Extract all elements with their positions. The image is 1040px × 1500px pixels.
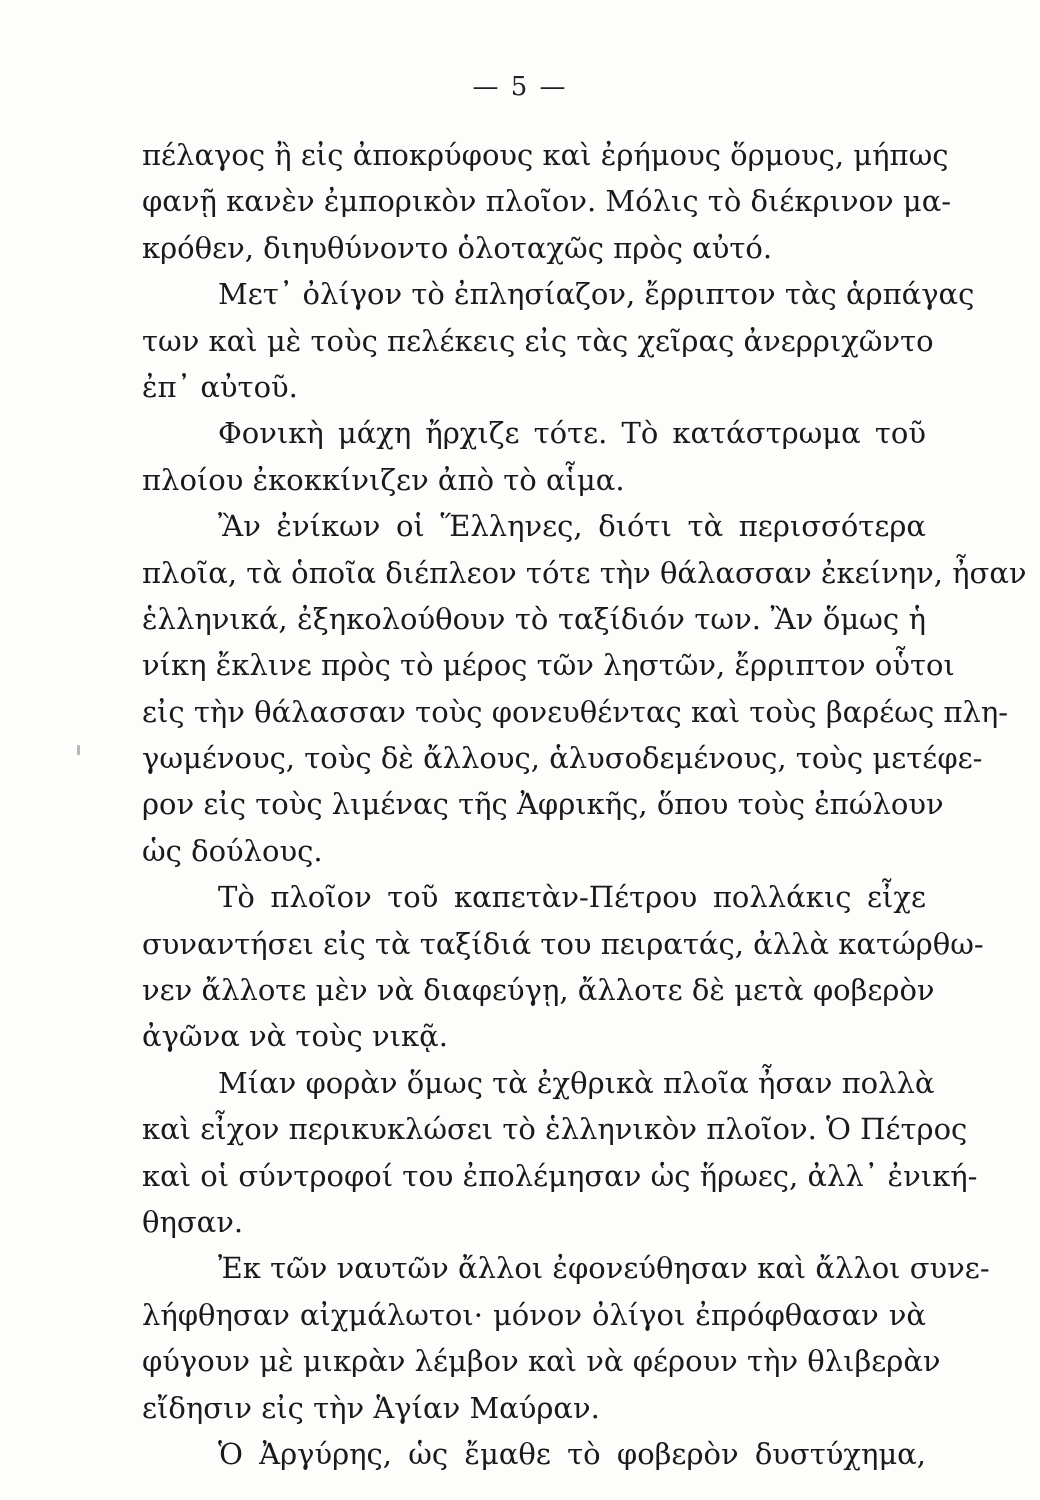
text-line: Μίαν φορὰν ὅμως τὰ ἐχθρικὰ πλοῖα ἦσαν πολλὰ	[218, 1065, 935, 1100]
text-line: νεν ἄλλοτε μὲν νὰ διαφεύγῃ, ἄλλοτε δὲ μετὰ φοβερὸν	[142, 973, 935, 1008]
text-line: καὶ εἶχον περικυκλώσει τὸ ἑλληνικὸν πλοῖον. Ὁ Πέτρος	[142, 1112, 968, 1147]
text-line: καὶ οἱ σύντροφοί του ἐπολέμησαν ὡς ἥρωες, ἀλλ᾽ ἐνική-	[142, 1158, 978, 1193]
text-line: ἐπ᾽ αὐτοῦ.	[142, 369, 298, 404]
text-line: ὡς δούλους.	[142, 833, 323, 868]
text-line: Ὁ Ἀργύρης, ὡς ἔμαθε τὸ φοβερὸν δυστύχημα,	[218, 1436, 926, 1471]
body-text	[142, 132, 1027, 1477]
text-line: πέλαγος ἢ εἰς ἀποκρύφους καὶ ἐρήμους ὅρμους, μήπως	[142, 138, 949, 172]
text-line: ἑλληνικά, ἐξηκολούθουν τὸ ταξίδιόν των. Ἂν ὅμως ἡ	[142, 601, 926, 636]
text-line: Μετ᾽ ὀλίγον τὸ ἐπλησίαζον, ἔρριπτον τὰς ἁρπάγας	[218, 277, 975, 312]
text-line: κρόθεν, διηυθύνοντο ὁλοταχῶς πρὸς αὐτό.	[142, 230, 773, 265]
text-line: Τὸ πλοῖον τοῦ καπετὰν-Πέτρου πολλάκις εἶχε	[218, 880, 926, 915]
text-line: Φονικὴ μάχη ἤρχιζε τότε. Τὸ κατάστρωμα τοῦ	[218, 416, 926, 451]
text-line: πλοῖα, τὰ ὁποῖα διέπλεον τότε τὴν θάλασσαν ἐκείνην, ἦσαν	[142, 555, 1027, 590]
text-line: εἰς τὴν θάλασσαν τοὺς φονευθέντας καὶ τοὺς βαρέως πλη-	[142, 694, 1009, 729]
text-line: συναντήσει εἰς τὰ ταξίδιά του πειρατάς, ἀλλὰ κατώρθω-	[142, 926, 984, 961]
page-number: — 5 —	[472, 72, 568, 102]
text-line: Ἂν ἐνίκων οἱ Ἕλληνες, διότι τὰ περισσότερα	[218, 509, 926, 544]
text-line: πλοίου ἐκοκκίνιζεν ἀπὸ τὸ αἷμα.	[142, 462, 625, 497]
text-line: ρον εἰς τοὺς λιμένας τῆς Ἀφρικῆς, ὅπου τοὺς ἐπώλουν	[142, 787, 944, 822]
paper-speck	[77, 745, 80, 755]
text-line: των καὶ μὲ τοὺς πελέκεις εἰς τὰς χεῖρας ἀνερριχῶντο	[142, 323, 934, 358]
text-line: Ἐκ τῶν ναυτῶν ἄλλοι ἐφονεύθησαν καὶ ἄλλοι συνε-	[218, 1251, 990, 1286]
text-line: νίκη ἔκλινε πρὸς τὸ μέρος τῶν ληστῶν, ἔρριπτον οὗτοι	[142, 648, 955, 683]
text-line: θησαν.	[142, 1204, 244, 1239]
text-line: ἀγῶνα νὰ τοὺς νικᾷ.	[142, 1019, 448, 1054]
text-line: λήφθησαν αἰχμάλωτοι· μόνον ὀλίγοι ἐπρόφθασαν νὰ	[142, 1297, 926, 1332]
text-line: φανῇ κανὲν ἐμπορικὸν πλοῖον. Μόλις τὸ διέκρινον μα-	[142, 184, 952, 219]
text-line: φύγουν μὲ μικρὰν λέμβον καὶ νὰ φέρουν τὴν θλιβερὰν	[142, 1344, 941, 1379]
text-line: γωμένους, τοὺς δὲ ἄλλους, ἁλυσοδεμένους, τοὺς μετέφε-	[142, 741, 983, 776]
text-line: εἴδησιν εἰς τὴν Ἁγίαν Μαύραν.	[142, 1390, 600, 1425]
